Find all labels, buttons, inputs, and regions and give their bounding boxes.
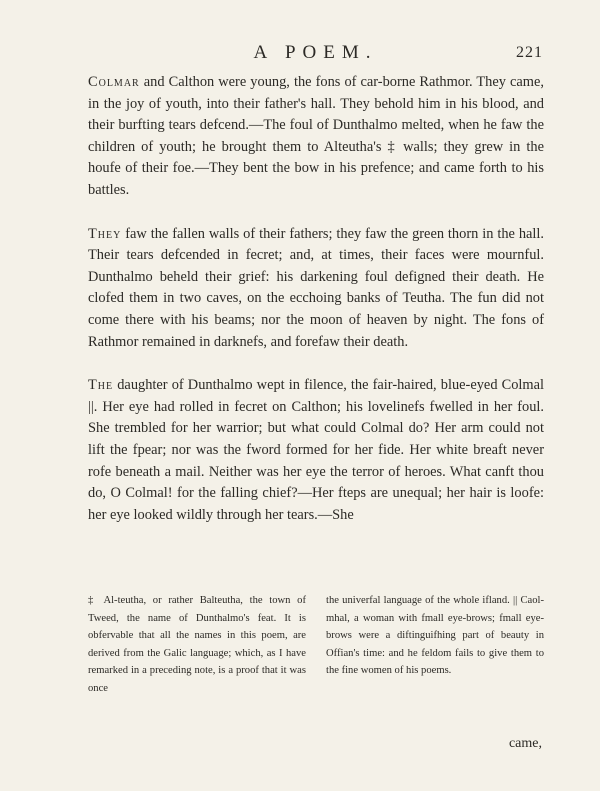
page-header — [88, 42, 543, 66]
footnotes — [88, 592, 544, 697]
footnote-column-left: ‡ Al-teutha, or rather Balteutha, the town of Tweed, the name of Dunthalmo's feat. It is obfervable that all the names in this poem, are derived from the Galic language; which, as I have remarked in a preceding note, is a proof that it was once — [88, 595, 306, 694]
page-number: 221 — [516, 44, 543, 61]
running-title: A POEM. — [253, 42, 378, 63]
footnote-column-right: the univerfal language of the whole ifland. || Caol-mhal, a woman with fmall eye-brows; fmall eye-brows were a diftinguifhing part of beauty in Offian's time: and he feldom fails to give them to the fine women of his poems. — [326, 595, 544, 676]
catchword: came, — [508, 736, 542, 751]
body-text — [88, 72, 544, 526]
paragraph-lead: They — [88, 225, 122, 242]
paragraph-lead: The — [88, 377, 114, 394]
paragraph-text: daughter of Dunthalmo wept in filence, the fair-haired, blue-eyed Colmal ||. Her eye had rolled in fecret on Calthon; his lovelinefs fwelled in her foul. She trembled for her warrior; but what could Colmal do? Her arm could not lift the fpear; nor was the fword formed for her fide. Her white breaft never rofe beneath a mail. Neither was her eye the terror of heroes. What canft thou do, O Colmal! for the falling chief?—Her fteps are unequal; her hair is loofe: her eye looked wildly through her tears.—She — [88, 377, 544, 523]
paragraph-text: and Calthon were young, the fons of car-borne Rathmor. They came, in the joy of youth, into their father's hall. They behold him in his blood, and their burfting tears defcend.—The foul of Dunthalmo melted, when he faw the children of youth; he brought them to Alteutha's ‡ walls; they grew in the houfe of their foe.—They bent the bow in his prefence; and came forth to his battles. — [88, 74, 544, 198]
paragraph-1 — [88, 72, 544, 202]
paragraph-text: faw the fallen walls of their fathers; they faw the green thorn in the hall. Their tears defcended in fecret; and, at times, their faces were mournful. Dunthalmo beheld their grief: his darkening foul defigned their death. He clofed them in two caves, on the ecchoing banks of Teutha. The fun did not come there with his beams; nor the moon of heaven by night. The fons of Rathmor remained in darknefs, and forefaw their death. — [88, 225, 544, 350]
paragraph-lead: Colmar — [88, 74, 140, 90]
paragraph-2 — [88, 224, 544, 354]
paragraph-3 — [88, 375, 544, 526]
